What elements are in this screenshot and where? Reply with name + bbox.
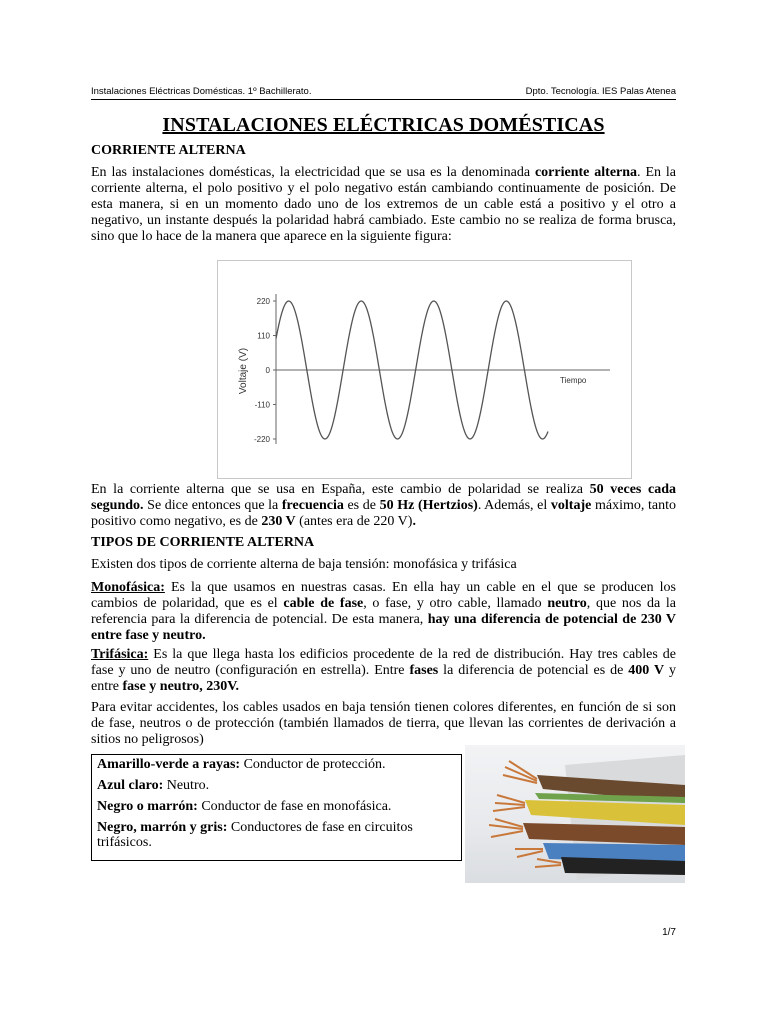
legend-row-proteccion: Amarillo-verde a rayas: Conductor de protección. <box>97 757 386 772</box>
cable-color-legend <box>91 754 462 861</box>
voltage-chart <box>217 260 632 479</box>
y-tick-label: 0 <box>265 366 270 375</box>
page-title: INSTALACIONES ELÉCTRICAS DOMÉSTICAS <box>162 114 605 136</box>
running-header <box>91 84 676 100</box>
voltage-chart-svg <box>218 261 631 478</box>
paragraph-tipos-intro: Existen dos tipos de corriente alterna de baja tensión: monofásica y trifásica <box>91 557 517 572</box>
paragraph-monofasica: Monofásica: Es la que usamos en nuestras casas. En ella hay un cable en el que se producen los cambios de polaridad, que es el cable de fase, o fase, y otro cable, llamado neutro, que nos da la referencia para la diferencia de potencial. De esta manera, hay una diferencia de potencial de 230 V entre fase y neutro. <box>91 580 677 643</box>
cable-photo <box>465 745 685 883</box>
legend-row-neutro: Azul claro: Neutro. <box>97 778 210 793</box>
section-heading-corriente-alterna: CORRIENTE ALTERNA <box>91 143 246 158</box>
paragraph-colores: Para evitar accidentes, los cables usados en baja tensión tienen colores diferentes, en función de si son de fase, neutros o de protección (también llamados de tierra, que llevan las corrientes de derivación a sitios no peligrosos) <box>91 700 676 747</box>
y-tick-label: -110 <box>254 400 270 410</box>
legend-row-fase-monofasica: Negro o marrón: Conductor de fase en monofásica. <box>97 799 392 814</box>
cable-illustration <box>465 745 685 883</box>
paragraph-intro: En las instalaciones domésticas, la electricidad que se usa es la denominada corriente alterna. En la corriente alterna, el polo positivo y el polo negativo están cambiando continuamente de posición. De esta manera, si en un momento dado uno de los extremos de un cable está a positivo y el otro a negativo, un instante después la polaridad habrá cambiado. Este cambio no se realiza de forma brusca, sino que lo hace de la manera que aparece en la siguiente figura: <box>91 165 676 244</box>
paragraph-trifasica: Trifásica: Es la que llega hasta los edificios procedente de la red de distribución. Hay tres cables de fase y uno de neutro (configuración en estrella). Entre fases la diferencia de potencial es de 400 V y entre fase y neutro, 230V. <box>91 647 676 694</box>
header-left: Instalaciones Eléctricas Domésticas. 1º Bachillerato. <box>91 86 312 97</box>
page-number: 1/7 <box>662 927 676 938</box>
header-right: Dpto. Tecnología. IES Palas Atenea <box>525 86 676 97</box>
y-tick-label: 110 <box>257 331 270 341</box>
section-heading-tipos: TIPOS DE CORRIENTE ALTERNA <box>91 535 315 550</box>
legend-row-fase-trifasica: Negro, marrón y gris: Conductores de fase en circuitos trifásicos. <box>97 820 413 850</box>
y-axis-label: Voltaje (V) <box>238 347 249 395</box>
x-axis-label: Tiempo <box>560 376 587 385</box>
y-tick-label: -220 <box>253 435 270 444</box>
y-tick-label: 220 <box>256 297 270 306</box>
paragraph-frecuencia: En la corriente alterna que se usa en España, este cambio de polaridad se realiza 50 veces cada segundo. Se dice entonces que la frecuencia es de 50 Hz (Hertzios). Además, el voltaje máximo, tanto positivo como negativo, es de 230 V (antes era de 220 V). <box>91 482 676 529</box>
